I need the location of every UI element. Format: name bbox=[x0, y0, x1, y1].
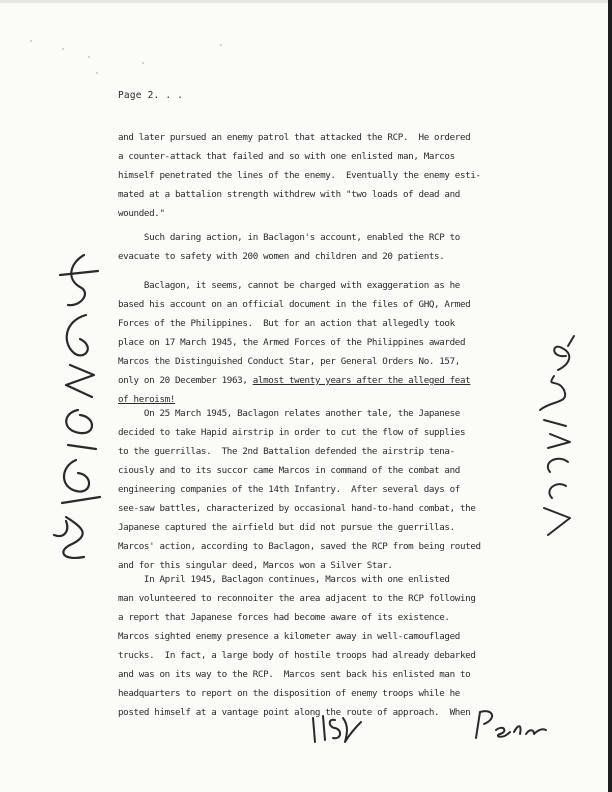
page-header: Page 2. . . bbox=[118, 90, 184, 101]
text-line: engineering companies of the 14th Infantry. After several days of bbox=[118, 484, 460, 495]
scan-speck bbox=[220, 44, 222, 46]
text-line: trucks. In fact, a large body of hostile troops had already debarked bbox=[118, 650, 476, 661]
text-line: ciously and to its succor came Marcos in command of the combat and bbox=[118, 465, 460, 476]
paragraph-4 bbox=[118, 404, 508, 575]
bottom-right-initials bbox=[468, 706, 548, 742]
text-line: Japanese captured the airfield but did not pursue the guerrillas. bbox=[118, 522, 455, 533]
scan-speck bbox=[142, 62, 144, 64]
text-line: Marcos sighted enemy presence a kilometer away in well-camouflaged bbox=[118, 631, 460, 642]
text-line: wounded." bbox=[118, 208, 165, 219]
right-margin-signature bbox=[530, 330, 590, 550]
bottom-handwritten-number bbox=[305, 708, 365, 750]
text-line: mated at a battalion strength withdrew with "two loads of dead and bbox=[118, 189, 460, 200]
underlined-text: almost twenty years after the alleged feat bbox=[252, 375, 471, 386]
text-line: headquarters to report on the disposition of enemy troops while he bbox=[118, 688, 460, 699]
text-line: place on 17 March 1945, the Armed Forces of the Philippines awarded bbox=[118, 337, 466, 348]
text-line: to the guerrillas. The 2nd Battalion defended the airstrip tena- bbox=[118, 446, 455, 457]
paragraph-5 bbox=[118, 570, 508, 722]
text-line: evacuate to safety with 200 women and children and 20 patients. bbox=[118, 251, 445, 262]
scan-speck bbox=[30, 40, 32, 42]
text-line: and for this singular deed, Marcos won a Silver Star. bbox=[118, 560, 393, 571]
paragraph-1 bbox=[118, 128, 508, 223]
text-segment: only on 20 December 1963, bbox=[118, 375, 253, 386]
text-line: Forces of the Philippines. But for an action that allegedly took bbox=[118, 318, 455, 329]
paragraph-3 bbox=[118, 276, 508, 409]
scan-speck bbox=[62, 48, 64, 50]
text-line: see-saw battles, characterized by occasional hand-to-hand combat, the bbox=[118, 503, 476, 514]
scan-speck bbox=[88, 56, 90, 58]
text-line: based his account on an official document in the files of GHQ, Armed bbox=[118, 299, 471, 310]
text-line: Marcos the Distinguished Conduct Star, per General Orders No. 157, bbox=[118, 356, 460, 367]
paragraph-2 bbox=[118, 228, 508, 266]
left-margin-signature bbox=[40, 235, 110, 565]
text-line: Marcos' action, according to Baclagon, saved the RCP from being routed bbox=[118, 541, 481, 552]
text-line: a counter-attack that failed and so with one enlisted man, Marcos bbox=[118, 151, 455, 162]
text-line: Such daring action, in Baclagon's account, enabled the RCP to bbox=[118, 232, 460, 243]
text-line: a report that Japanese forces had become aware of its existence. bbox=[118, 612, 450, 623]
text-line: and later pursued an enemy patrol that attacked the RCP. He ordered bbox=[118, 132, 471, 143]
underlined-text: of heroism! bbox=[118, 394, 175, 405]
text-line: and was on its way to the RCP. Marcos sent back his enlisted man to bbox=[118, 669, 471, 680]
text-line: On 25 March 1945, Baclagon relates another tale, the Japanese bbox=[118, 408, 460, 419]
text-line: man volunteered to reconnoiter the area adjacent to the RCP following bbox=[118, 593, 476, 604]
text-line: himself penetrated the lines of the enemy. Eventually the enemy esti- bbox=[118, 170, 481, 181]
text-line: In April 1945, Baclagon continues, Marcos with one enlisted bbox=[118, 574, 450, 585]
scan-right-edge bbox=[608, 0, 612, 792]
scan-top-edge bbox=[0, 0, 612, 3]
text-line: posted himself at a vantage point along the route of approach. When bbox=[118, 707, 471, 718]
text-line: decided to take Hapid airstrip in order to cut the flow of supplies bbox=[118, 427, 466, 438]
text-line bbox=[118, 371, 508, 390]
text-line: Baclagon, it seems, cannot be charged with exaggeration as he bbox=[118, 280, 460, 291]
scan-speck bbox=[96, 72, 98, 74]
